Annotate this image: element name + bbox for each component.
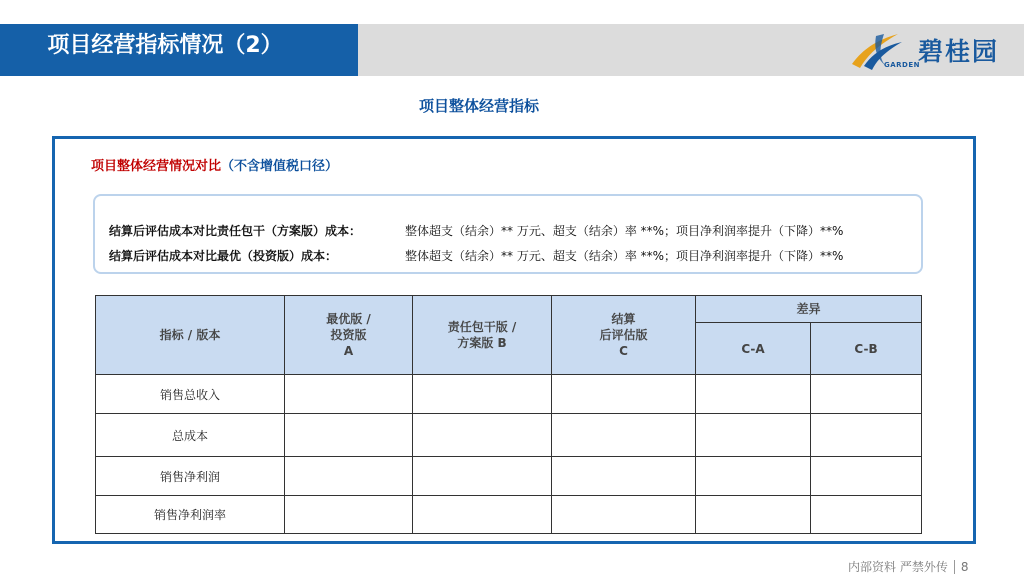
summary-line-2-label: 结算后评估成本对比最优（投资版）成本： bbox=[109, 249, 338, 263]
cell-cb bbox=[811, 457, 922, 496]
header-diff: 差异 bbox=[696, 296, 922, 323]
content-panel bbox=[52, 136, 976, 544]
cell-a bbox=[285, 457, 413, 496]
title-block bbox=[0, 24, 358, 76]
cell-cb bbox=[811, 414, 922, 457]
cell-c bbox=[552, 496, 696, 534]
table-row bbox=[96, 457, 922, 496]
cell-a bbox=[285, 414, 413, 457]
summary-box bbox=[93, 194, 923, 274]
row-label: 总成本 bbox=[96, 414, 285, 457]
logo-en-text: GARDEN bbox=[884, 61, 921, 69]
header-col-c bbox=[552, 296, 696, 375]
footer-text: 内部资料 严禁外传 bbox=[848, 560, 948, 574]
cell-b bbox=[413, 375, 552, 414]
row-label: 销售净利润率 bbox=[96, 496, 285, 534]
header-diff-ca: C-A bbox=[696, 323, 811, 375]
table-row bbox=[96, 496, 922, 534]
page-number: 8 bbox=[960, 560, 969, 574]
cell-cb bbox=[811, 496, 922, 534]
summary-line-1 bbox=[109, 222, 844, 239]
metrics-table bbox=[95, 295, 922, 534]
header-col-a-line3: A bbox=[343, 344, 354, 358]
cell-c bbox=[552, 457, 696, 496]
cell-ca bbox=[696, 414, 811, 457]
company-logo bbox=[846, 28, 1006, 76]
header-col-a-line2: 投资版 bbox=[330, 328, 367, 342]
header-col-a bbox=[285, 296, 413, 375]
header-col-b-line1: 责任包干版 / bbox=[447, 320, 517, 334]
header-col-b bbox=[413, 296, 552, 375]
header-col-b-line2: 方案版 B bbox=[457, 336, 507, 350]
header-col-a-line1: 最优版 / bbox=[326, 312, 371, 326]
section-title-note: （不含增值税口径） bbox=[221, 159, 339, 174]
cell-ca bbox=[696, 457, 811, 496]
cell-ca bbox=[696, 496, 811, 534]
header-diff-cb: C-B bbox=[811, 323, 922, 375]
cell-b bbox=[413, 457, 552, 496]
table-row bbox=[96, 414, 922, 457]
summary-line-2 bbox=[109, 247, 844, 264]
summary-line-1-label: 结算后评估成本对比责任包干（方案版）成本： bbox=[109, 224, 362, 238]
cell-c bbox=[552, 414, 696, 457]
header-col-c-line2: 后评估版 bbox=[599, 328, 648, 342]
section-title-text: 项目整体经营情况对比 bbox=[91, 159, 222, 174]
page-title: 项目经营指标情况（2） bbox=[47, 33, 283, 58]
row-label: 销售总收入 bbox=[96, 375, 285, 414]
summary-line-2-value: 整体超支（结余）** 万元、超支（结余）率 **%；项目净利润率提升（下降）**% bbox=[405, 249, 844, 263]
section-title bbox=[91, 155, 338, 174]
footer bbox=[848, 558, 968, 576]
cell-cb bbox=[811, 375, 922, 414]
section-heading: 项目整体经营指标 bbox=[418, 97, 539, 115]
header-metric: 指标 / 版本 bbox=[96, 296, 285, 375]
cell-b bbox=[413, 496, 552, 534]
table-row bbox=[96, 375, 922, 414]
cell-ca bbox=[696, 375, 811, 414]
cell-a bbox=[285, 496, 413, 534]
cell-a bbox=[285, 375, 413, 414]
row-label: 销售净利润 bbox=[96, 457, 285, 496]
footer-divider bbox=[954, 560, 955, 574]
cell-b bbox=[413, 414, 552, 457]
cell-c bbox=[552, 375, 696, 414]
logo-cn-text: 碧桂园 bbox=[918, 37, 1000, 66]
header-col-c-line1: 结算 bbox=[611, 312, 636, 326]
summary-line-1-value: 整体超支（结余）** 万元、超支（结余）率 **%；项目净利润率提升（下降）**% bbox=[405, 224, 844, 238]
header-col-c-line3: C bbox=[619, 344, 628, 358]
